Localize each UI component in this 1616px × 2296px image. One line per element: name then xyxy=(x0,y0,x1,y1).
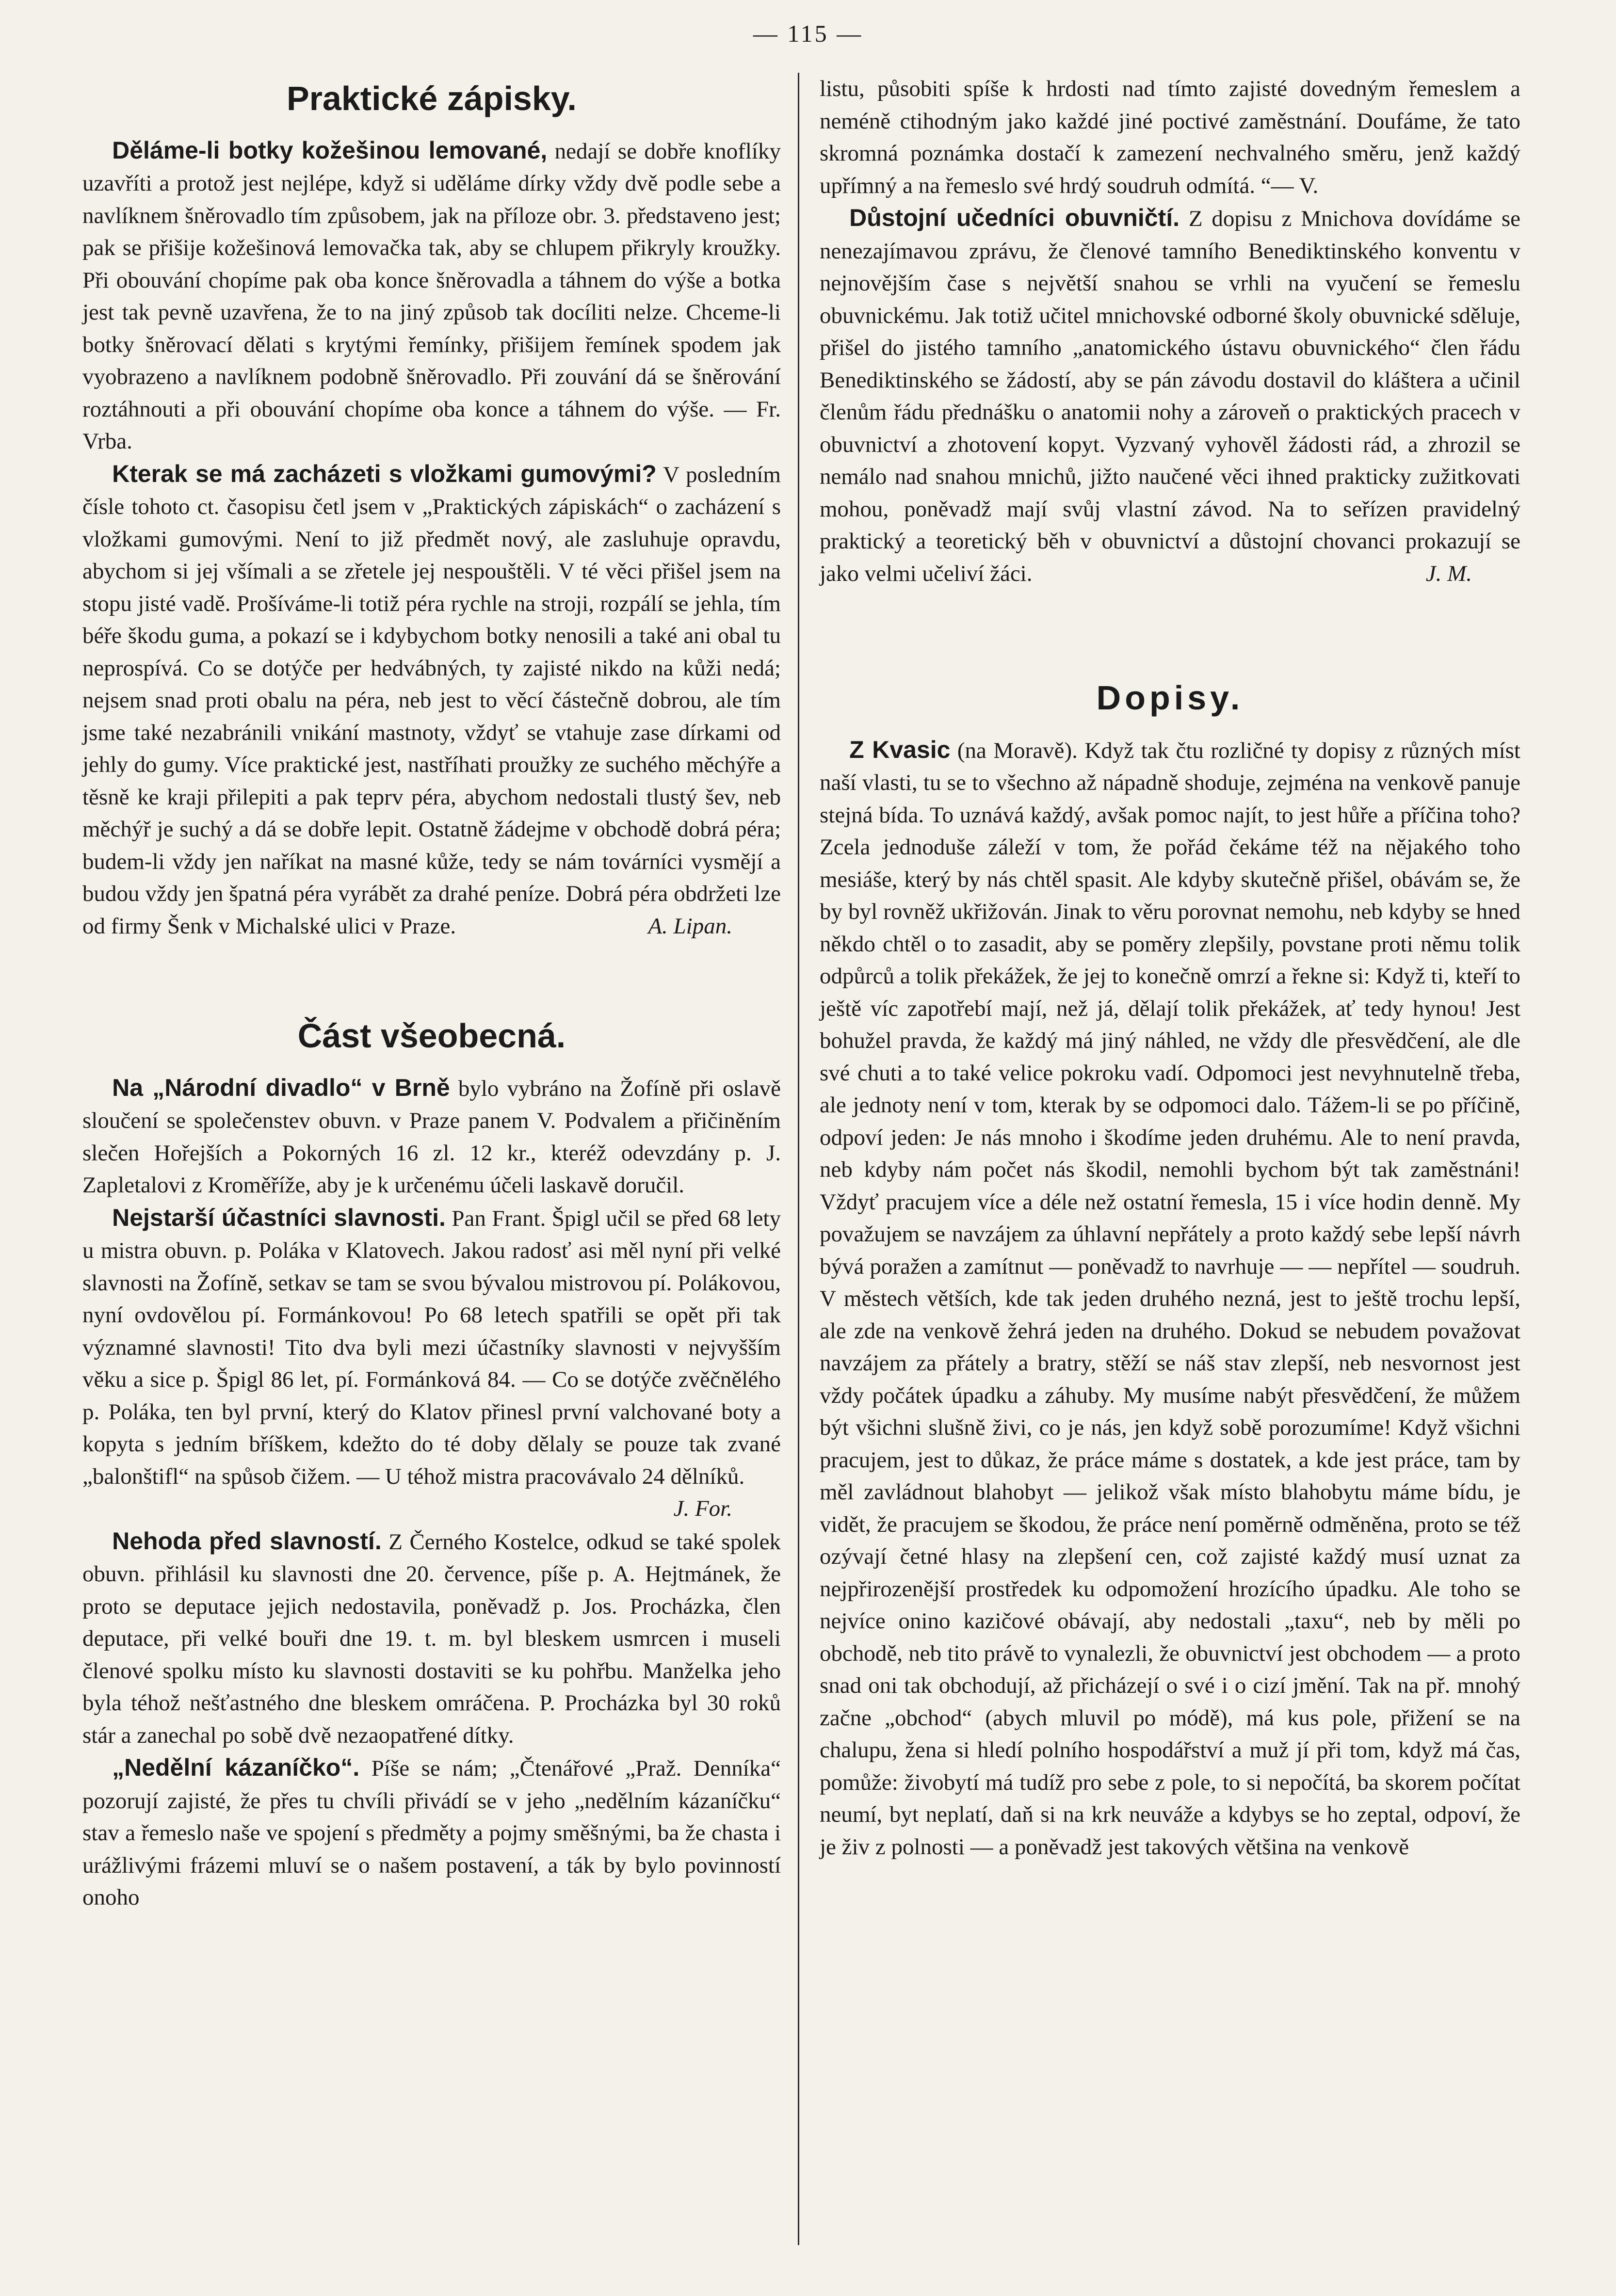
article-heading: Na „Národní divadlo“ v Brně xyxy=(112,1074,450,1101)
right-column xyxy=(820,73,1520,1863)
article-narodni-divadlo xyxy=(82,1072,781,1202)
article-nedelni-kazanicko xyxy=(82,1751,781,1914)
article-heading: Děláme-li botky kožešinou lemované, xyxy=(112,136,548,164)
article-heading: „Nedělní kázaníčko“. xyxy=(112,1754,360,1781)
article-botky-kozesinou xyxy=(82,134,781,458)
page-number: — 115 — xyxy=(753,20,863,47)
article-body: Píše se nám; „Čtenářové „Praž. Denníka“ pozorují zajisté, že přes tu chvíli přivádí se v jeho „nedělním kázaníčku“ stav a řemeslo naše ve spojení s předměty a pojmy směšnými, ba že chasta i urážlivými frázemi mluví se o našem postavení, a ták by bylo povinností onoho xyxy=(82,1756,781,1910)
section-title-dopisy: Dopisy. xyxy=(1096,679,1244,717)
article-heading: Nehoda před slavností. xyxy=(112,1527,382,1555)
column-divider xyxy=(798,73,799,2245)
section-title-cast-vseobecna: Část všeobecná. xyxy=(297,1017,566,1055)
article-nehoda xyxy=(82,1525,781,1752)
article-body: listu, působiti spíše k hrdosti nad tímto zajisté dovedným řemeslem a neméně ctihodným jako každé jiné poctivé zaměstnání. Doufáme, že tato skromná poznámka dostačí k zamezení nechvalného směru, jenž každý upřímný a na řemeslo své hrdý soudruh odmítá. “— V. xyxy=(820,76,1520,198)
article-continuation xyxy=(820,73,1520,202)
article-heading: Důstojní učedníci obuvničtí. xyxy=(849,204,1180,231)
article-body: bylo vybráno na Žofíně při oslavě sloučení se společenstev obuvn. v Praze panem V. Podvalem a přičiněním slečen Hořejších a Pokorných 16 zl. 12 kr., kteréž odevzdány p. J. Zapletalovi z Kroměříže, aby je k určenému účeli laskavě doručil. xyxy=(82,1076,781,1198)
article-body: V posledním čísle tohoto ct. časopisu četl jsem v „Praktických zápiskách“ o zacházení s vložkami gumovými. Není to již předmět nový, ale zasluhuje opravdu, abychom si jej všímali a se zřetele jej nespouštěli. V té věci přišel jsem na stopu jisté vadě. Prošíváme-li totiž péra rychle na stroji, rozpálí se jehla, tím béře škodu guma, a pokazí se i kdybychom botky nenosili a také ani obal tu neprospívá. Co se dotýče per hedvábných, ty zajisté nikdo na kůži nedá; nejsem snad proti obalu na péra, neb jest to věcí částečně dobrou, ale tím jsme také nezabránili vnikání mastnoty, vždyť se vtahuje zase dírkami od jehly do gumy. Více praktické jest, nastříhati proužky ze suchého měchýře a těsně ke kraji přilepiti a pak teprv péra, abychom nedostali tlustý šev, neb měchýř je suchý a dá se dobře lepit. Ostatně žádejme v obchodě dobrá péra; budem-li vždy jen naříkat na masné kůže, tedy se nám továrníci vysmějí a budou vždy jen špatná péra vyrábět za drahé peníze. Dobrá péra obdržeti lze od firmy Šenk v Michalské ulici v Praze. xyxy=(82,462,781,939)
article-body: Pan Frant. Špigl učil se před 68 lety u mistra obuvn. p. Poláka v Klatovech. Jakou radosť asi měl nyní při velké slavnosti na Žofíně, setkav se tam se svou bývalou mistrovou pí. Polákovou, nyní ovdovělou pí. Formánkovou! Po 68 letech spatřili se opět při tak významné slavnosti! Tito dva byli mezi účastníky slavnosti v nejvyšším věku a sice p. Špigl 86 let, pí. Formánková 84. — Co se dotýče zvěčnělého p. Poláka, ten byl první, který do Klatov přinesl první valchované boty a kopyta s jedním bříškem, kdežto do té doby dělaly se pouze tak zvané „balonštifl“ na spůsob čižem. — U téhož mistra pracovávalo 24 dělníků. xyxy=(82,1205,781,1489)
article-z-kvasic xyxy=(820,734,1520,1863)
signature: A. Lipan. xyxy=(648,913,732,939)
article-heading: Z Kvasic xyxy=(849,736,951,763)
section-title-prakticke-zapisky: Praktické zápisky. xyxy=(287,80,577,117)
article-body: (na Moravě). Když tak čtu rozličné ty dopisy z různých míst naší vlasti, tu se to všechno až nápadně shoduje, zejména na venkově panuje stejná bída. To uznává každý, avšak pomoc najít, to jest hůře a příčina toho? Zcela jednoduše záleží v tom, že pořád čekáme též na nějakého toho mesiáše, který by nás chtěl spasit. Ale kdyby skutečně přišel, obávám se, že by byl rovněž ukřižován. Jinak to věru porovnat nemohu, neb kdyby se hned někdo chtěl o to zasadit, aby se poměry zlepšily, povstane proti němu tolik odpůrců a tolik překážek, že jej to konečně omrzí a řekne si: Když ti, kteří to ještě víc zapotřebí mají, než já, dělají tolik překážek, ať tedy hynou! Jest bohužel pravda, že každý má jiný náhled, ne vždy dle přesvědčení, ale dle své chuti a to také velice pokroku vadí. Odpomoci jest nevyhnutelně třeba, ale jednoty není v tom, kterak by se odpomoci dalo. Tážem-li se po příčině, odpoví jeden: Je nás mnoho i škodíme jeden druhému. Ale to není pravda, neb kdyby nám počet nás škodil, nemohli bychom být tak zaměstnáni! Vždyť pracujem více a déle než ostatní řemesla, 15 i více hodin denně. My považujem se navzájem za úhlavní nepřátely a proto každý sebe lepší návrh bývá poražen a zamítnut — poněvadž to navrhuje — — nepřítel — soudruh. V městech větších, kde tak jeden druhého nezná, jest to ještě trochu lepší, ale zde na venkově žehrá jeden na druhého. Dokud se nebudem považovat navzájem za přátely a bratry, stěží se náš stav zlepší, neb nesvornost jest vždy počátek úpadku a záhuby. My musíme nabýt přesvědčení, že můžem být všichni slušně živi, co je nás, jen když sobě porozumíme! Když všichni pracujem, jest to důkaz, že práce máme s dostatek, a kde jest práce, tam by měl zavládnout blahobyt — jelikož však místo blahobytu máme bídu, je vidět, že pracujem se škodou, že práce není poměrně odměněna, proto se též ozývají četné hlasy na zlepšení cen, což zajisté každý musí uznat za nejpřirozenější prostředek ku odpomožení hrozícího úpadku. Ale toho se nejvíce onino kazičové obávají, aby nedostali „taxu“, neb by měli po obchodě, neb tito právě to vynalezli, že obuvnictví jest obchodem — a proto snad oni tak obchodují, až přicházejí o své i o cizí jmění. Tak na př. mnohý začne „obchod“ (abych mluvil po módě), má kus pole, přižení se na chalupu, žena si hledí polního hospodářství a muž jí při tom, když má čas, pomůže: živobytí má tudíž pro sebe z pole, to si nepočítá, ba skorem počítat neumí, byt neplatí, daň si na krk neuváže a kdybys se ho zeptal, odpoví, že je živ z polnosti — a poněvadž jest takových většina na venkově xyxy=(820,738,1520,1860)
article-body: Z Černého Kostelce, odkud se také spolek obuvn. přihlásil ku slavnosti dne 20. července, píše p. A. Hejtmánek, že proto se deputace jejich nedostavila, poněvadž p. Jos. Procházka, člen deputace, při velké bouři dne 19. t. m. byl bleskem usmrcen i museli členové spolku místo ku slavnosti dostaviti se ku pohřbu. Manželka jeho byla téhož nešťastného dne bleskem omráčena. P. Procházka byl 30 roků stár a zanechal po sobě dvě nezaopatřené dítky. xyxy=(82,1529,781,1748)
article-vlozky-gumove xyxy=(82,458,781,943)
article-dustojni-ucednici xyxy=(820,202,1520,590)
article-heading: Kterak se má zacházeti s vložkami gumovými? xyxy=(112,460,657,487)
signature: J. M. xyxy=(1425,561,1472,586)
article-body: Z dopisu z Mnichova dovídáme se nenezajímavou zprávu, že členové tamního Benediktinského konventu v nejnovějším čase s největší snahou se vrhli na vyučení se řemeslu obuvnickému. Jak totiž učitel mnichovské odborné školy obuvnické sděluje, přišel do jistého tamního „anatomického ústavu obuvnického“ člen řádu Benediktinského se žádostí, aby se pán závodu dostavil do kláštera a učinil členům řádu přednášku o anatomii nohy a zároveň o praktických pracech v obuvnictví a zhotovení kopyt. Vyzvaný vyhověl žádosti rád, a zhrozil se nemálo nad snahou mnichů, jižto naučené věci ihned prakticky zužitkovati mohou, poněvadž mají svůj vlastní závod. Na to seřízen pravidelný praktický a teoretický běh v obuvnictví a důstojní chovanci prokazují se jako velmi učeliví žáci. xyxy=(820,206,1521,586)
left-column xyxy=(82,73,781,1914)
article-body: nedají se dobře knoflíky uzavříti a protož jest nejlépe, když si uděláme dírky vždy dvě podle sebe a navlíknem šněrovadlo tím způsobem, jak na příloze obr. 3. představeno jest; pak se přišije kožešinová lemovačka tak, aby se chlupem přikryly kroužky. Při obouvání chopíme pak oba konce šněrovadla a táhnem do výše a botka jest tak pevně uzavřena, že to na jiný způsob tak docíliti nelze. Chceme-li botky šněrovací dělati s krytými řemínky, přišijem řemínek spodem jak vyobrazeno a navlíknem podobně šněrovadlo. Při zouvání dá se šněrování roztáhnouti a při obouvání chopíme oba konce a táhnem do výše. — Fr. Vrba. xyxy=(82,138,781,454)
signature: J. For. xyxy=(673,1496,732,1521)
article-nejstarsi-ucastnici xyxy=(82,1202,781,1521)
article-heading: Nejstarší účastníci slavnosti. xyxy=(112,1204,446,1231)
